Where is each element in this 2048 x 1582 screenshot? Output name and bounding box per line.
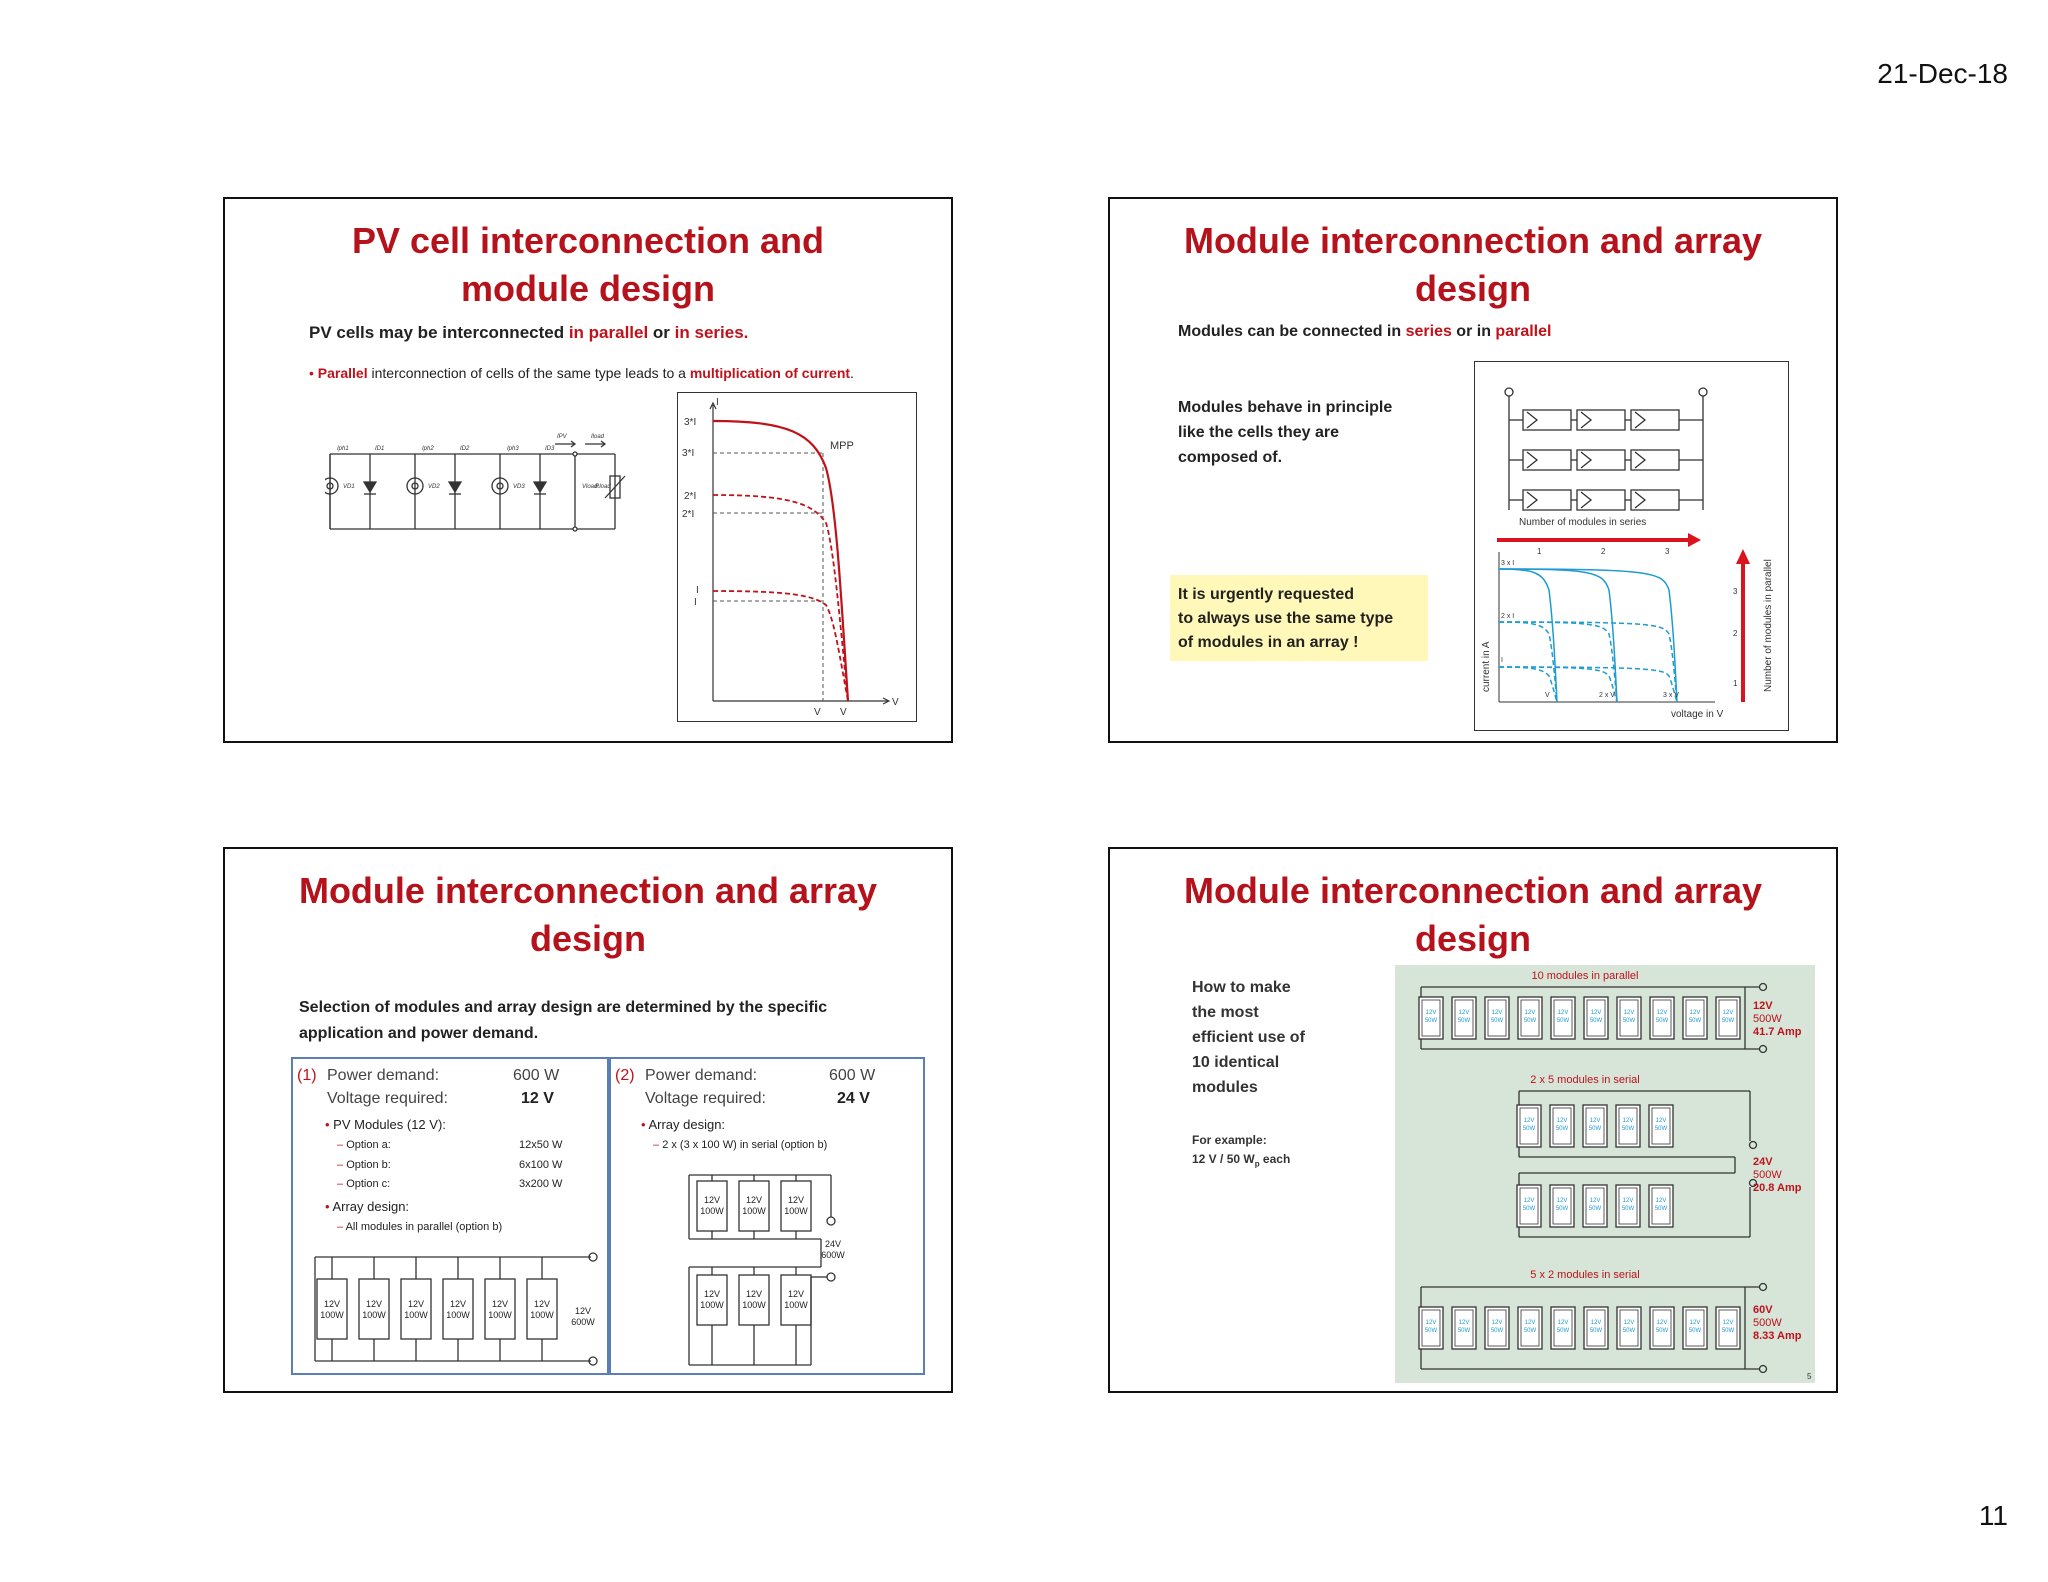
svg-text:50W: 50W	[1654, 1206, 1668, 1212]
solar-module	[1518, 997, 1542, 1039]
svg-text:50W: 50W	[1621, 1206, 1635, 1212]
svg-text:24V: 24V	[1753, 1156, 1773, 1168]
svg-text:I: I	[1501, 657, 1503, 664]
svg-text:12V: 12V	[1623, 1010, 1635, 1016]
solar-module	[1551, 997, 1575, 1039]
svg-text:24V: 24V	[824, 1239, 842, 1249]
svg-text:3*I: 3*I	[684, 417, 697, 428]
svg-text:50W: 50W	[1622, 1018, 1636, 1024]
svg-text:Vload: Vload	[582, 484, 598, 490]
solar-module	[1616, 1105, 1640, 1147]
svg-text:12V: 12V	[1656, 1010, 1668, 1016]
svg-text:Iph2: Iph2	[422, 446, 434, 452]
solar-module	[1649, 1105, 1673, 1147]
svg-text:Number of modules in series: Number of modules in series	[1519, 517, 1647, 528]
svg-text:12V: 12V	[1556, 1198, 1568, 1204]
svg-text:2: 2	[1733, 629, 1738, 638]
svg-text:8.33 Amp: 8.33 Amp	[1753, 1330, 1802, 1342]
svg-text:600W: 600W	[571, 1317, 595, 1327]
cell-1	[325, 454, 376, 529]
svg-text:5: 5	[1807, 1372, 1812, 1381]
svg-text:50W: 50W	[1555, 1126, 1569, 1132]
svg-text:12V: 12V	[1622, 1198, 1634, 1204]
svg-text:12V: 12V	[787, 1289, 805, 1299]
svg-text:50W: 50W	[1655, 1328, 1669, 1334]
module-array-diagram	[1474, 361, 1789, 731]
svg-text:12V: 12V	[1524, 1320, 1536, 1326]
svg-text:12V: 12V	[1753, 1000, 1773, 1012]
svg-text:12V: 12V	[1655, 1198, 1667, 1204]
serial-array-diagram	[681, 1167, 881, 1372]
svg-text:2: 2	[1601, 547, 1606, 556]
svg-text:41.7 Amp: 41.7 Amp	[1753, 1026, 1802, 1038]
svg-text:12V: 12V	[787, 1195, 805, 1205]
svg-text:100W: 100W	[488, 1310, 512, 1320]
svg-text:50W: 50W	[1424, 1328, 1438, 1334]
svg-text:100W: 100W	[784, 1300, 808, 1310]
design-panel-1: (1) Power demand: 600 W Voltage required: 12 V • PV Modules (12 V): – Option a: 12x50 W – Option b: 6x100 W – Option c: 3x200 W • Array design: – All modules in parallel (option b) 12V 100W 12V 100W 12V 100W 12V 100W 12V 100W 12V 100W 12V 600W	[291, 1057, 609, 1375]
svg-text:10 modules in parallel: 10 modules in parallel	[1531, 970, 1639, 982]
solar-module	[1649, 1185, 1673, 1227]
svg-text:12V: 12V	[1491, 1320, 1503, 1326]
svg-text:12V: 12V	[1689, 1320, 1701, 1326]
svg-text:ID2: ID2	[460, 446, 470, 452]
svg-text:12V: 12V	[574, 1306, 592, 1316]
svg-text:I: I	[716, 397, 719, 408]
svg-text:50W: 50W	[1688, 1018, 1702, 1024]
svg-text:50W: 50W	[1589, 1328, 1603, 1334]
intro-text: PV cells may be interconnected in parallel or in series.	[309, 323, 749, 342]
svg-text:12V: 12V	[1589, 1198, 1601, 1204]
svg-text:50W: 50W	[1490, 1018, 1504, 1024]
header-date: 21-Dec-18	[1877, 58, 2008, 89]
svg-text:I: I	[696, 585, 699, 596]
svg-text:5 x 2 modules in serial: 5 x 2 modules in serial	[1530, 1269, 1640, 1281]
slide-title: PV cell interconnection and module design	[351, 220, 825, 309]
svg-text:500W: 500W	[1753, 1317, 1782, 1329]
solar-module	[1551, 1307, 1575, 1349]
svg-text:2*I: 2*I	[682, 509, 695, 520]
svg-text:12V: 12V	[1491, 1010, 1503, 1016]
svg-text:12V: 12V	[1458, 1010, 1470, 1016]
svg-text:3 x V: 3 x V	[1663, 692, 1679, 699]
parallel-cell-circuit-diagram	[325, 424, 645, 544]
svg-text:12V: 12V	[365, 1299, 383, 1309]
svg-text:VD3: VD3	[513, 484, 525, 490]
svg-text:100W: 100W	[700, 1206, 724, 1216]
svg-text:IPV: IPV	[557, 434, 567, 440]
svg-text:12V: 12V	[533, 1299, 551, 1309]
svg-text:50W: 50W	[1424, 1018, 1438, 1024]
svg-text:1: 1	[1733, 679, 1738, 688]
svg-text:Iph3: Iph3	[507, 446, 519, 452]
solar-module	[1550, 1105, 1574, 1147]
solar-module	[1584, 1307, 1608, 1349]
slide-title: Module interconnection and array design	[1183, 870, 1763, 959]
svg-text:50W: 50W	[1457, 1018, 1471, 1024]
svg-text:100W: 100W	[362, 1310, 386, 1320]
svg-text:20.8 Amp: 20.8 Amp	[1753, 1182, 1802, 1194]
svg-text:12V: 12V	[1656, 1320, 1668, 1326]
svg-text:12V: 12V	[1425, 1010, 1437, 1016]
svg-text:12V: 12V	[1722, 1320, 1734, 1326]
svg-text:50W: 50W	[1621, 1126, 1635, 1132]
svg-text:Iph1: Iph1	[337, 446, 349, 452]
svg-text:12V: 12V	[1623, 1320, 1635, 1326]
svg-text:60V: 60V	[1753, 1304, 1773, 1316]
slide-module-interconnection-1	[1108, 197, 1838, 743]
solar-module	[1583, 1105, 1607, 1147]
solar-module	[1616, 1185, 1640, 1227]
svg-text:100W: 100W	[404, 1310, 428, 1320]
svg-text:50W: 50W	[1654, 1126, 1668, 1132]
svg-text:50W: 50W	[1622, 1328, 1636, 1334]
svg-text:50W: 50W	[1490, 1328, 1504, 1334]
module-configurations	[1395, 965, 1815, 1383]
svg-text:50W: 50W	[1457, 1328, 1471, 1334]
solar-module	[1683, 997, 1707, 1039]
svg-text:12V: 12V	[449, 1299, 467, 1309]
solar-module	[1683, 1307, 1707, 1349]
solar-module	[1452, 1307, 1476, 1349]
svg-text:3 x I: 3 x I	[1501, 560, 1515, 567]
svg-text:V: V	[840, 707, 847, 718]
svg-text:12V: 12V	[1557, 1010, 1569, 1016]
svg-text:MPP: MPP	[830, 440, 854, 452]
svg-text:50W: 50W	[1655, 1018, 1669, 1024]
svg-text:12V: 12V	[703, 1289, 721, 1299]
svg-text:12V: 12V	[1689, 1010, 1701, 1016]
svg-text:50W: 50W	[1588, 1126, 1602, 1132]
svg-text:12V: 12V	[407, 1299, 425, 1309]
question-text: How to make the most efficient use of 10 identical modules	[1192, 979, 1305, 1096]
svg-text:12V: 12V	[745, 1195, 763, 1205]
svg-text:Rload: Rload	[595, 484, 611, 490]
svg-text:100W: 100W	[446, 1310, 470, 1320]
svg-text:50W: 50W	[1523, 1018, 1537, 1024]
solar-module	[1716, 1307, 1740, 1349]
svg-text:600W: 600W	[821, 1250, 845, 1260]
svg-text:V: V	[892, 697, 899, 708]
solar-module	[1617, 1307, 1641, 1349]
svg-text:Number of modules in parallel: Number of modules in parallel	[1763, 559, 1774, 692]
svg-text:12V: 12V	[1458, 1320, 1470, 1326]
svg-text:I: I	[694, 597, 697, 608]
svg-text:12V: 12V	[1590, 1010, 1602, 1016]
solar-module	[1452, 997, 1476, 1039]
parallel-array-diagram	[301, 1249, 601, 1369]
svg-text:12V: 12V	[1722, 1010, 1734, 1016]
svg-text:50W: 50W	[1556, 1328, 1570, 1334]
svg-text:12V: 12V	[1557, 1320, 1569, 1326]
solar-module	[1419, 1307, 1443, 1349]
svg-text:50W: 50W	[1589, 1018, 1603, 1024]
svg-text:V: V	[1545, 692, 1550, 699]
solar-module	[1485, 997, 1509, 1039]
svg-text:3*I: 3*I	[682, 448, 695, 459]
svg-text:50W: 50W	[1522, 1206, 1536, 1212]
svg-text:50W: 50W	[1523, 1328, 1537, 1334]
solar-module	[1485, 1307, 1509, 1349]
svg-text:50W: 50W	[1721, 1018, 1735, 1024]
svg-text:12V: 12V	[1524, 1010, 1536, 1016]
svg-text:100W: 100W	[742, 1300, 766, 1310]
svg-text:12V: 12V	[323, 1299, 341, 1309]
svg-text:12V: 12V	[1556, 1118, 1568, 1124]
behave-text: Modules behave in principle like the cells they are composed of.	[1178, 399, 1393, 466]
svg-text:12V: 12V	[1590, 1320, 1602, 1326]
bullet-text: • Parallel interconnection of cells of the same type leads to a multiplication of current.	[309, 365, 854, 381]
svg-text:2 x V: 2 x V	[1599, 692, 1615, 699]
svg-text:100W: 100W	[742, 1206, 766, 1216]
svg-text:50W: 50W	[1556, 1018, 1570, 1024]
svg-text:12V: 12V	[1523, 1198, 1535, 1204]
svg-text:500W: 500W	[1753, 1013, 1782, 1025]
svg-text:2 x 5 modules in serial: 2 x 5 modules in serial	[1530, 1074, 1640, 1086]
svg-text:12V: 12V	[1655, 1118, 1667, 1124]
solar-module	[1419, 997, 1443, 1039]
svg-text:50W: 50W	[1588, 1206, 1602, 1212]
svg-text:current in A: current in A	[1481, 641, 1492, 692]
svg-text:voltage in V: voltage in V	[1671, 709, 1724, 720]
svg-text:12V: 12V	[1425, 1320, 1437, 1326]
svg-text:VD2: VD2	[428, 484, 440, 490]
svg-text:2*I: 2*I	[684, 491, 697, 502]
svg-text:50W: 50W	[1522, 1126, 1536, 1132]
svg-text:VD1: VD1	[343, 484, 355, 490]
slide-pv-cell-interconnection	[223, 197, 953, 743]
svg-text:V: V	[814, 707, 821, 718]
example-text: For example: 12 V / 50 $W_p$ each	[1192, 1133, 1291, 1169]
solar-module	[1716, 997, 1740, 1039]
svg-text:100W: 100W	[320, 1310, 344, 1320]
svg-text:500W: 500W	[1753, 1169, 1782, 1181]
svg-text:3: 3	[1665, 547, 1670, 556]
svg-text:ID3: ID3	[545, 446, 555, 452]
design-panel-2: (2) Power demand: 600 W Voltage required: 24 V • Array design: – 2 x (3 x 100 W) in serial (option b) 12V 100W 12V 100W 12V 100W 12V 100W 12V 100W 12V 100W 24V 600W	[609, 1057, 925, 1375]
solar-module	[1518, 1307, 1542, 1349]
solar-module	[1517, 1105, 1541, 1147]
svg-text:100W: 100W	[530, 1310, 554, 1320]
svg-text:12V: 12V	[1523, 1118, 1535, 1124]
slide-module-interconnection-2	[223, 847, 953, 1393]
slide-title: Module interconnection and array design	[298, 870, 878, 959]
svg-text:50W: 50W	[1555, 1206, 1569, 1212]
svg-text:3: 3	[1733, 587, 1738, 596]
svg-text:100W: 100W	[784, 1206, 808, 1216]
solar-module	[1650, 1307, 1674, 1349]
warning-note: It is urgently requested to always use the same type of modules in an array !	[1170, 575, 1428, 661]
solar-module	[1517, 1185, 1541, 1227]
slide-title: Module interconnection and array design	[1183, 220, 1763, 309]
svg-text:1: 1	[1537, 547, 1542, 556]
solar-module	[1550, 1185, 1574, 1227]
svg-text:12V: 12V	[1589, 1118, 1601, 1124]
svg-text:Iload: Iload	[591, 434, 605, 440]
solar-module	[1584, 997, 1608, 1039]
svg-text:50W: 50W	[1721, 1328, 1735, 1334]
solar-module	[1650, 997, 1674, 1039]
page-number: 11	[1978, 1500, 2008, 1531]
iv-curve-chart	[677, 392, 917, 722]
slide-module-interconnection-3	[1108, 847, 1838, 1393]
svg-text:12V: 12V	[703, 1195, 721, 1205]
svg-text:12V: 12V	[491, 1299, 509, 1309]
intro-text: Modules can be connected in series or in parallel	[1178, 323, 1552, 340]
svg-text:12V: 12V	[745, 1289, 763, 1299]
solar-module	[1617, 997, 1641, 1039]
svg-text:2 x I: 2 x I	[1501, 613, 1515, 620]
svg-text:100W: 100W	[700, 1300, 724, 1310]
svg-text:12V: 12V	[1622, 1118, 1634, 1124]
intro-text: Selection of modules and array design are determined by the specific application and power demand.	[299, 999, 828, 1042]
solar-module	[1583, 1185, 1607, 1227]
svg-text:50W: 50W	[1688, 1328, 1702, 1334]
svg-text:ID1: ID1	[375, 446, 385, 452]
